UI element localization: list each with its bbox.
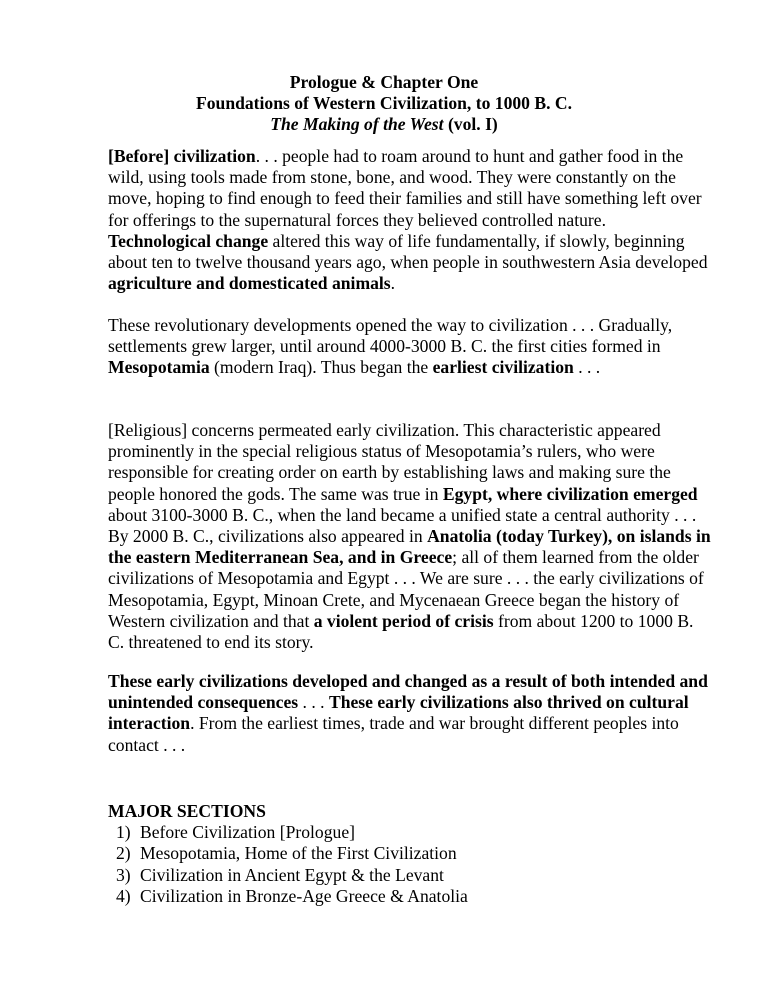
p3-line-4: people honored the gods. The same was true in Egypt, where civilization emerged [108, 483, 698, 504]
p1-line-7: agriculture and domesticated animals. [108, 273, 396, 294]
p3-line-2: prominently in the special religious status of Mesopotamia’s rulers, who were [108, 441, 655, 462]
p3-bold-term: a violent period of crisis [313, 610, 494, 631]
list-item [108, 865, 664, 886]
list-item [108, 822, 664, 843]
header-line-1: Prologue & Chapter One [289, 72, 479, 92]
p1-line-6: about ten to twelve thousand years ago, when people in southwestern Asia developed [108, 252, 708, 273]
p1-line-5: Technological change altered this way of life fundamentally, if slowly, beginning [108, 230, 685, 251]
paragraph-revolutionary-developments [108, 315, 673, 379]
p1-line-1: [Before] civilization. . . people had to roam around to hunt and gather food in the [108, 146, 684, 166]
book-title: The Making of the West [270, 114, 444, 135]
p3-line-1: [Religious] concerns permeated early civilization. This characteristic appeared [108, 420, 661, 440]
major-sections-list [108, 822, 664, 907]
book-volume: (vol. I) [443, 114, 498, 135]
p1-bold-term: Technological change [108, 230, 269, 251]
p3-line-3: responsible for creating order on earth by establishing laws and making sure the [108, 462, 671, 483]
paragraph-religious-concerns [108, 420, 711, 653]
list-item [108, 886, 664, 907]
list-item-label: Mesopotamia, Home of the First Civilization [140, 843, 457, 864]
paragraph-early-civilizations [108, 671, 708, 756]
p2-bold-term: Mesopotamia [108, 357, 210, 378]
list-item-label: Civilization in Ancient Egypt & the Levant [140, 864, 444, 885]
list-item-label: Civilization in Bronze-Age Greece & Anatolia [140, 885, 468, 906]
p3-line-11: C. threatened to end its story. [108, 632, 314, 653]
header-line-2: Foundations of Western Civilization, to 1000 B. C. [195, 93, 572, 114]
p1-line-2: wild, using tools made from stone, bone, and wood. They were constantly on the [108, 167, 676, 188]
paragraph-before-civilization [108, 146, 708, 294]
p3-bold-term: the eastern Mediterranean Sea, and in Greece [108, 547, 453, 568]
list-item [108, 843, 664, 864]
p2-line-1: These revolutionary developments opened the way to civilization . . . Gradually, [108, 315, 673, 335]
document-header [0, 72, 768, 136]
list-item-number: 2) [116, 843, 131, 864]
p1-bold-term: [Before] civilization [108, 146, 256, 166]
p4-line-4: contact . . . [108, 734, 186, 755]
p3-line-10: Western civilization and that a violent period of crisis from about 1200 to 1000 B. [108, 610, 694, 631]
p3-line-6: By 2000 B. C., civilizations also appeared in Anatolia (today Turkey), on islands in [108, 526, 711, 547]
p4-line-1 [108, 671, 708, 692]
p3-bold-term: Anatolia (today Turkey), on islands in [427, 526, 711, 547]
p1-line-3: move, hoping to find enough to feed their families and still have something left over [108, 188, 702, 209]
p1-line-4: for offerings to the supernatural forces they believed controlled nature. [108, 209, 606, 230]
p4-bold-term: These early civilizations developed and changed as a result of both intended and [108, 671, 708, 691]
p3-bold-term: Egypt, where civilization emerged [442, 483, 698, 504]
p3-line-9: Mesopotamia, Egypt, Minoan Crete, and Mycenaean Greece began the history of [108, 589, 680, 610]
list-item-label: Before Civilization [Prologue] [140, 822, 355, 843]
p3-line-5: about 3100-3000 B. C., when the land became a unified state a central authority . . . [108, 504, 697, 525]
p2-line-3: Mesopotamia (modern Iraq). Thus began the earliest civilization . . . [108, 357, 601, 378]
major-sections [108, 801, 664, 907]
list-item-number: 1) [116, 822, 131, 843]
p4-bold-term: These early civilizations also thrived on cultural [328, 692, 689, 713]
p4-line-2: unintended consequences . . . These early civilizations also thrived on cultural [108, 692, 689, 713]
p4-line-3: interaction. From the earliest times, trade and war brought different peoples into [108, 713, 679, 734]
list-item-number: 4) [116, 885, 131, 906]
p4-bold-term: unintended consequences [108, 692, 299, 713]
header-line-3 [0, 114, 768, 135]
p3-line-8: civilizations of Mesopotamia and Egypt . . . We are sure . . . the early civilizations of [108, 568, 704, 589]
p1-bold-term: agriculture and domesticated animals [108, 273, 391, 294]
list-item-number: 3) [116, 864, 131, 885]
p4-bold-term: interaction [108, 713, 191, 734]
p2-bold-term: earliest civilization [432, 357, 574, 378]
p3-line-7: the eastern Mediterranean Sea, and in Greece; all of them learned from the older [108, 547, 699, 568]
p2-line-2: settlements grew larger, until around 4000-3000 B. C. the first cities formed in [108, 336, 661, 357]
major-sections-heading: MAJOR SECTIONS [108, 801, 266, 821]
